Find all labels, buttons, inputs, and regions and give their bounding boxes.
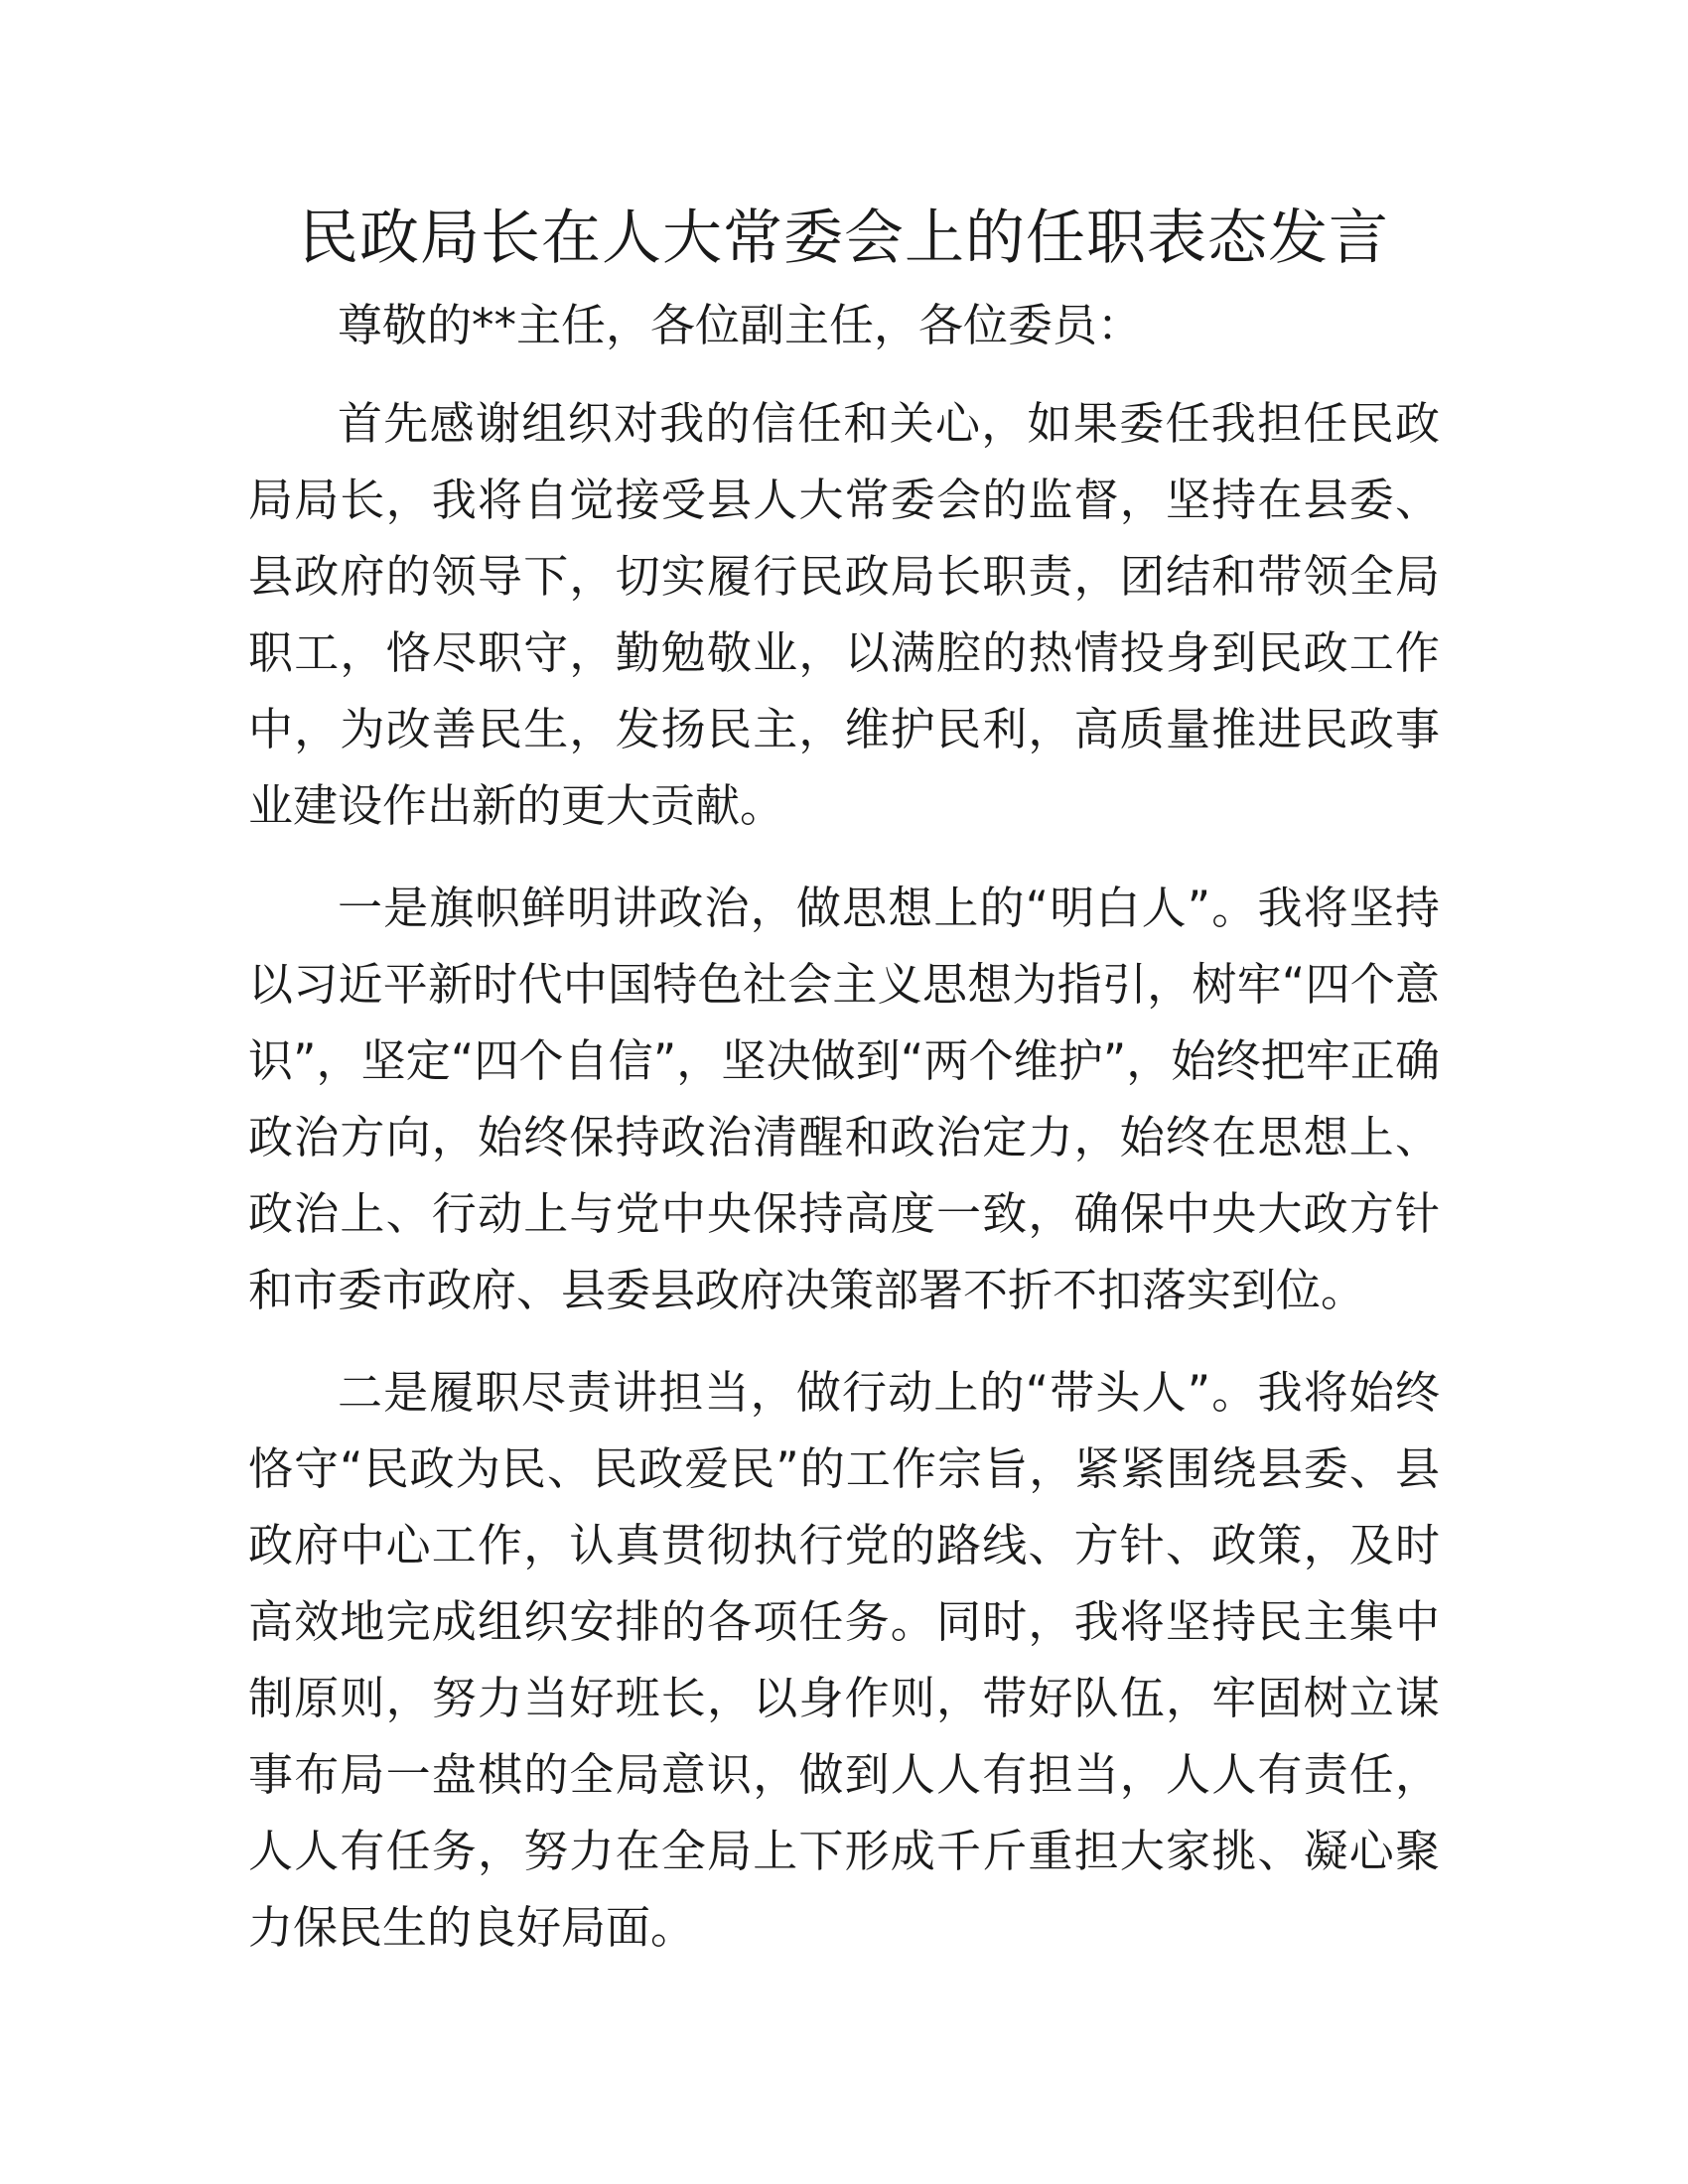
document-page [248, 199, 1440, 1991]
paragraph-intro: 首先感谢组织对我的信任和关心，如果委任我担任民政局局长，我将自觉接受县人大常委会的监督，坚持在县委、县政府的领导下，切实履行民政局长职责，团结和带领全局职工，恪尽职守，勤勉敬业，以满腔的热情投身到民政工作中，为改善民生，发扬民主，维护民利，高质量推进民政事业建设作出新的更大贡献。 [248, 397, 1440, 832]
paragraph-politics: 一是旗帜鲜明讲政治，做思想上的“明白人”。我将坚持以习近平新时代中国特色社会主义思想为指引，树牢“四个意识”，坚定“四个自信”，坚决做到“两个维护”，始终把牢正确政治方向，始终保持政治清醒和政治定力，始终在思想上、政治上、行动上与党中央保持高度一致，确保中央大政方针和市委市政府、县委县政府决策部署不折不扣落实到位。 [248, 882, 1440, 1316]
salutation: 尊敬的**主任，各位副主任，各位委员： [338, 299, 1143, 351]
paragraph-responsibility: 二是履职尽责讲担当，做行动上的“带头人”。我将始终恪守“民政为民、民政爱民”的工作宗旨，紧紧围绕县委、县政府中心工作，认真贯彻执行党的路线、方针、政策，及时高效地完成组织安排的各项任务。同时，我将坚持民主集中制原则，努力当好班长，以身作则，带好队伍，牢固树立谋事布局一盘棋的全局意识，做到人人有担当，人人有责任，人人有任务，努力在全局上下形成千斤重担大家挑、凝心聚力保民生的良好局面。 [248, 1366, 1440, 1954]
document-title: 民政局长在人大常委会上的任职表态发言 [299, 204, 1389, 273]
